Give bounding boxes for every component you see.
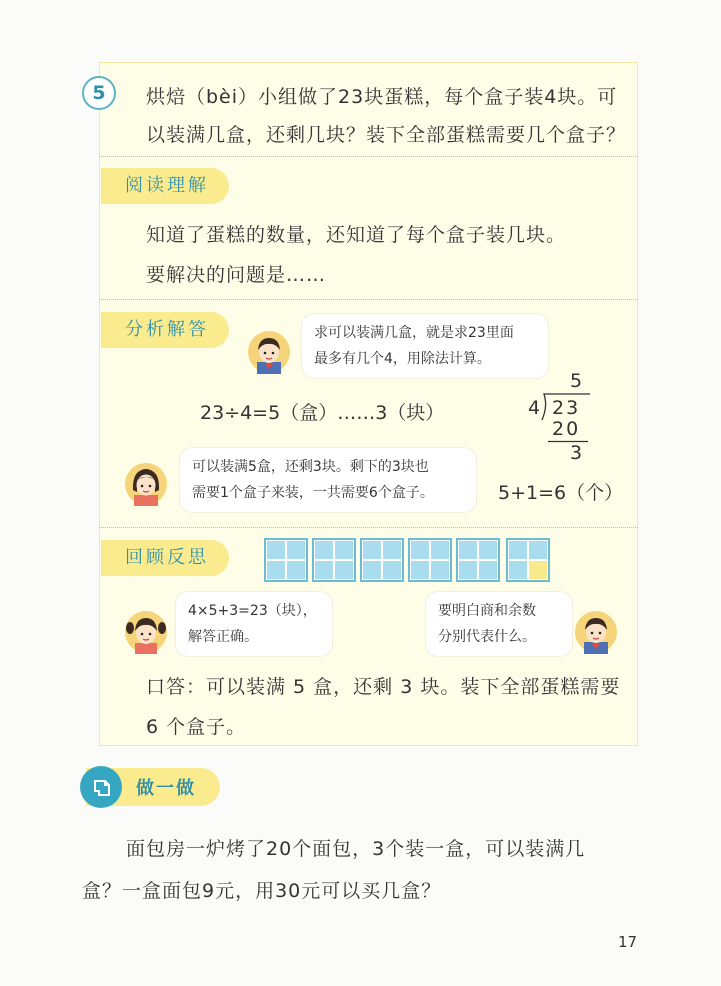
boy-speech-bubble bbox=[302, 314, 548, 378]
review-tag: 回顾反思 bbox=[101, 540, 229, 576]
cake-box-partial bbox=[506, 538, 550, 582]
reading-text-line1: 知道了蛋糕的数量，还知道了每个盒子装几块。 bbox=[146, 224, 567, 246]
cake-cell bbox=[382, 540, 402, 560]
cake-cell bbox=[382, 560, 402, 580]
cake-cell bbox=[314, 560, 334, 580]
cake-cell bbox=[266, 560, 286, 580]
cake-cell bbox=[478, 540, 498, 560]
bubble-text: 求可以装满几盒，就是求23里面 bbox=[314, 325, 514, 341]
cake-box-full bbox=[264, 538, 308, 582]
cake-cell bbox=[266, 540, 286, 560]
cake-box-full bbox=[456, 538, 500, 582]
girl-check-bubble bbox=[176, 592, 332, 656]
cake-cell bbox=[508, 540, 528, 560]
cake-cell bbox=[410, 540, 430, 560]
cake-cell bbox=[410, 560, 430, 580]
cake-cell bbox=[314, 540, 334, 560]
quotient: 5 bbox=[570, 370, 583, 392]
cake-box-full bbox=[360, 538, 404, 582]
cake-cell bbox=[286, 540, 306, 560]
bubble-text: 4×5+3=23（块）， bbox=[188, 603, 317, 619]
addition-equation: 5+1=6（个） bbox=[498, 482, 624, 504]
cake-box-full bbox=[312, 538, 356, 582]
product: 20 bbox=[552, 418, 581, 440]
cake-cell bbox=[528, 540, 548, 560]
cake-cell bbox=[478, 560, 498, 580]
boy-avatar-icon bbox=[574, 610, 618, 654]
bubble-text: 需要1个盒子来装，一共需要6个盒子。 bbox=[192, 485, 434, 501]
reading-tag: 阅读理解 bbox=[101, 168, 229, 204]
practice-text-line2: 盒？一盒面包9元，用30元可以买几盒？ bbox=[82, 880, 442, 902]
divider bbox=[99, 527, 638, 528]
remainder: 3 bbox=[570, 442, 583, 464]
cake-cell bbox=[458, 560, 478, 580]
cake-cell bbox=[528, 560, 548, 580]
cake-cell bbox=[334, 560, 354, 580]
dividend: 23 bbox=[552, 397, 581, 419]
practice-label: 做一做 bbox=[136, 778, 196, 799]
girl-speech-bubble bbox=[180, 448, 476, 512]
boy-tip-bubble bbox=[426, 592, 572, 656]
divisor: 4 bbox=[528, 397, 541, 419]
cake-box-full bbox=[408, 538, 452, 582]
cake-cell bbox=[430, 540, 450, 560]
cake-cell bbox=[286, 560, 306, 580]
bubble-text: 解答正确。 bbox=[188, 629, 258, 645]
girl-pigtails-avatar-icon bbox=[124, 610, 168, 654]
page-number: 17 bbox=[618, 933, 638, 951]
divider bbox=[99, 156, 638, 157]
reading-text-line2: 要解决的问题是…… bbox=[146, 264, 327, 286]
analysis-tag: 分析解答 bbox=[101, 312, 229, 348]
practice-text-line1: 面包房一炉烤了20个面包，3个装一盒，可以装满几 bbox=[126, 838, 586, 860]
problem-number-badge: 5 bbox=[82, 76, 116, 110]
long-division bbox=[524, 370, 594, 465]
cake-cell bbox=[362, 560, 382, 580]
answer-line2: 6 个盒子。 bbox=[146, 716, 247, 738]
girl-avatar-icon bbox=[124, 462, 168, 506]
answer-line1: 口答：可以装满 5 盒，还剩 3 块。装下全部蛋糕需要 bbox=[146, 676, 621, 698]
cake-cell bbox=[508, 560, 528, 580]
problem-text-line1: 烘焙（bèi）小组做了23块蛋糕，每个盒子装4块。可 bbox=[146, 86, 618, 108]
bubble-text: 最多有几个4，用除法计算。 bbox=[314, 351, 491, 367]
boy-avatar-icon bbox=[247, 330, 291, 374]
cake-cell bbox=[458, 540, 478, 560]
bubble-text: 要明白商和余数 bbox=[438, 603, 536, 619]
cake-cell bbox=[362, 540, 382, 560]
cake-cell bbox=[334, 540, 354, 560]
divider bbox=[99, 299, 638, 300]
bubble-text: 可以装满5盒，还剩3块。剩下的3块也 bbox=[192, 459, 429, 475]
cake-cell bbox=[430, 560, 450, 580]
bubble-text: 分别代表什么。 bbox=[438, 629, 536, 645]
division-equation: 23÷4=5（盒）……3（块） bbox=[200, 402, 445, 424]
practice-badge-icon bbox=[80, 766, 122, 808]
problem-text-line2: 以装满几盒，还剩几块？装下全部蛋糕需要几个盒子？ bbox=[146, 124, 627, 146]
